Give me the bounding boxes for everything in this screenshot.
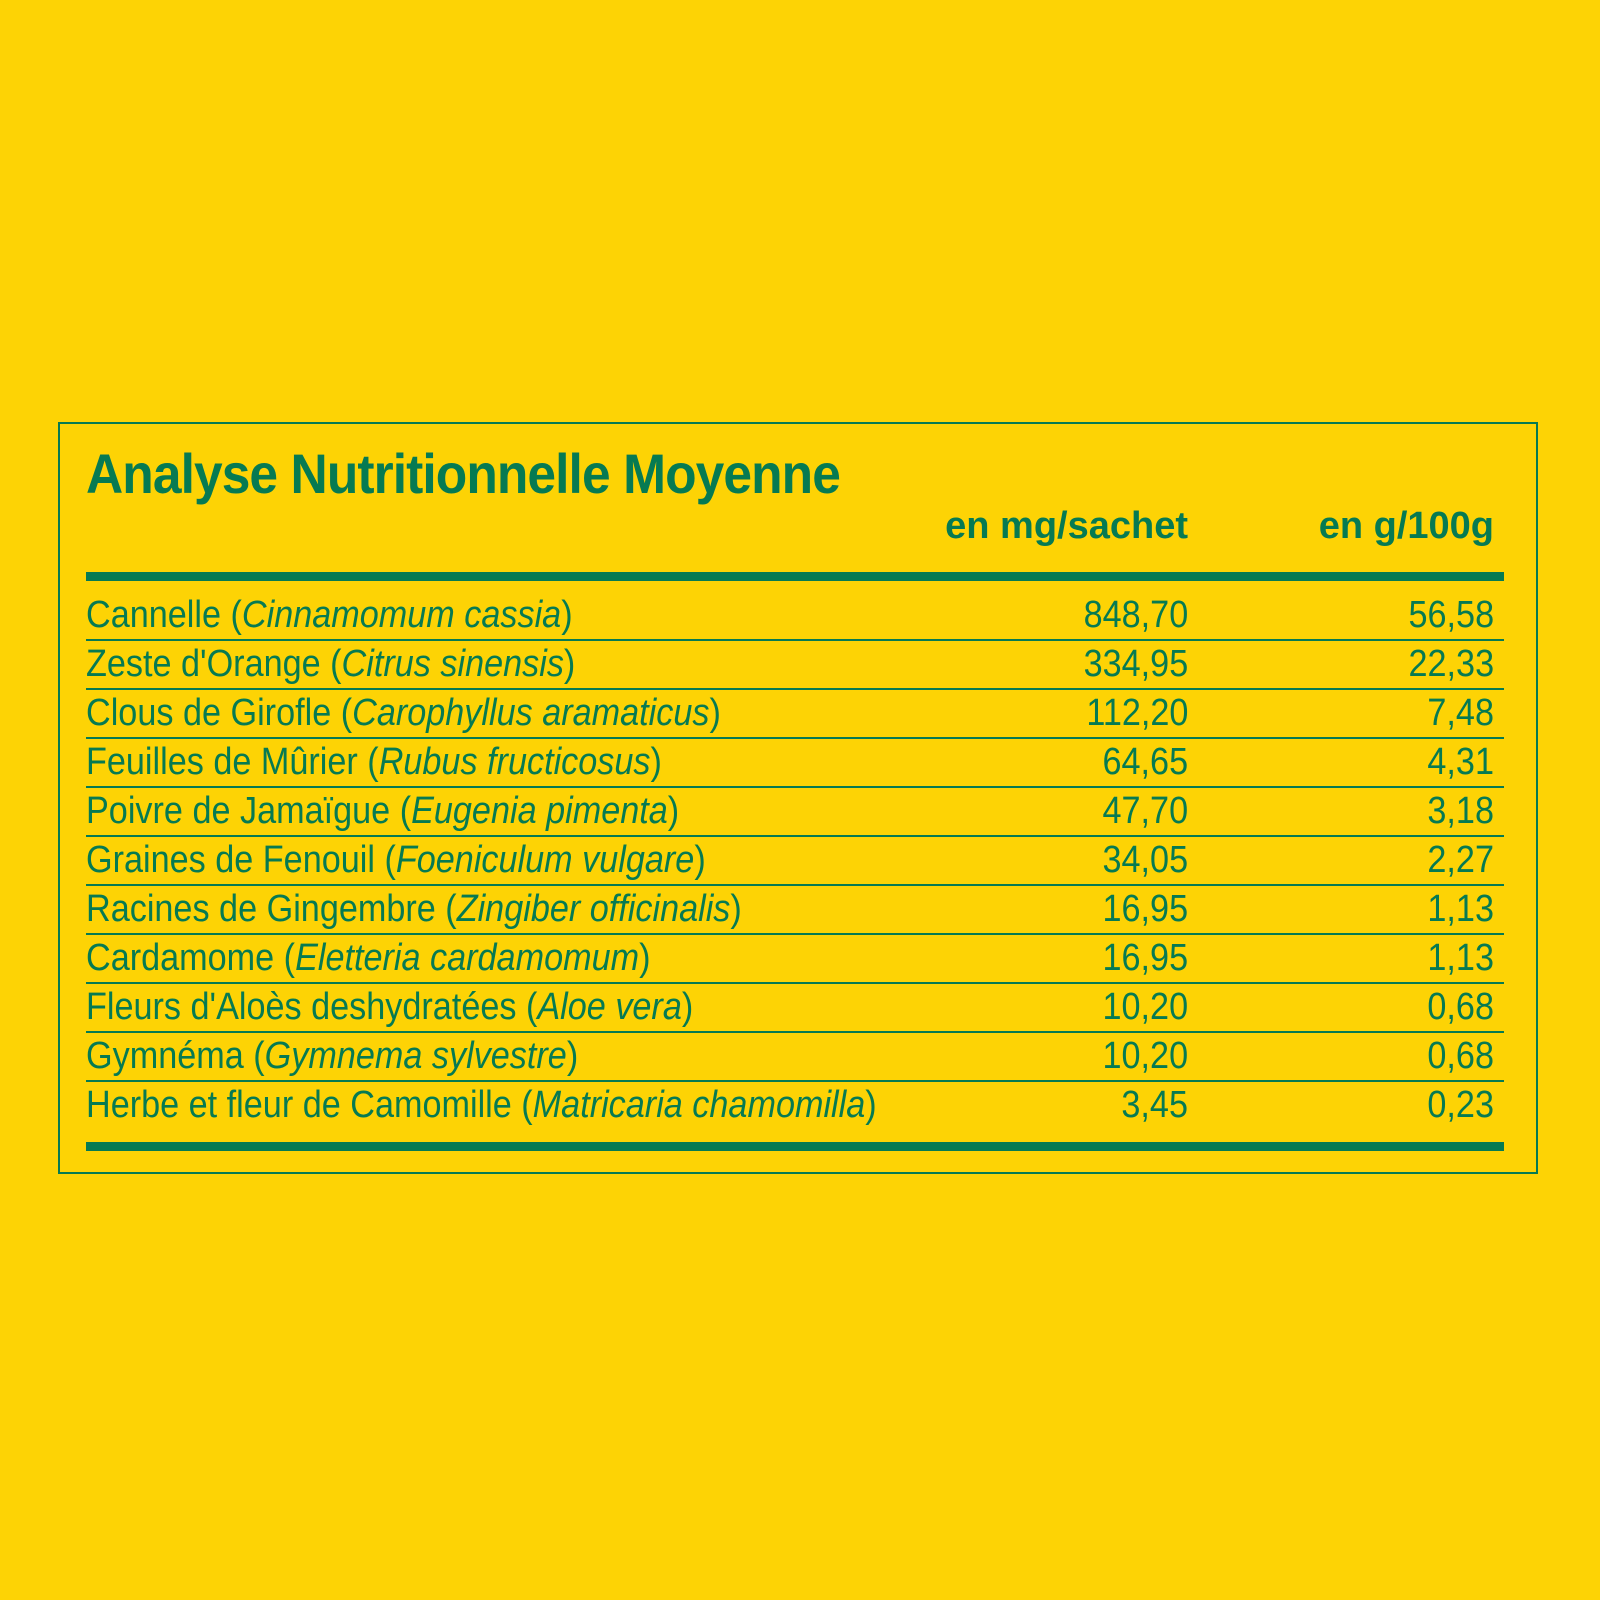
table-row [86, 935, 1504, 984]
table-row [86, 739, 1504, 788]
ingredient-name: Clous de Girofle (Carophyllus aramaticus) [86, 692, 721, 734]
latin-name: Matricaria chamomilla [532, 1084, 866, 1126]
ingredient-name: Cannelle (Cinnamomum cassia) [86, 594, 573, 636]
g-per-100g-value: 3,18 [1427, 790, 1494, 832]
column-header-g-per-100g: en g/100g [1318, 505, 1494, 547]
g-per-100g-value: 0,68 [1427, 986, 1494, 1028]
g-per-100g-value: 22,33 [1408, 643, 1494, 685]
mg-per-sachet-value: 848,70 [1083, 594, 1188, 636]
mg-per-sachet-value: 64,65 [1102, 741, 1188, 783]
latin-name: Cinnamomum cassia [241, 594, 562, 636]
latin-name: Rubus fructicosus [378, 741, 651, 783]
ingredient-name: Herbe et fleur de Camomille (Matricaria chamomilla) [86, 1084, 877, 1126]
table-row [86, 690, 1504, 739]
g-per-100g-value: 2,27 [1427, 839, 1494, 881]
latin-name: Zingiber officinalis [456, 888, 731, 930]
latin-name: Eletteria cardamomum [295, 937, 640, 979]
ingredient-name: Cardamome (Eletteria cardamomum) [86, 937, 651, 979]
latin-name: Citrus sinensis [341, 643, 564, 685]
mg-per-sachet-value: 16,95 [1102, 937, 1188, 979]
mg-per-sachet-value: 112,20 [1085, 692, 1188, 734]
latin-name: Gymnema sylvestre [264, 1035, 567, 1077]
mg-per-sachet-value: 10,20 [1102, 986, 1188, 1028]
header-divider [86, 572, 1504, 581]
mg-per-sachet-value: 47,70 [1102, 790, 1188, 832]
table-row [86, 788, 1504, 837]
column-header-mg-per-sachet: en mg/sachet [945, 505, 1188, 547]
ingredient-name: Fleurs d'Aloès deshydratées (Aloe vera) [86, 986, 694, 1028]
latin-name: Foeniculum vulgare [395, 839, 695, 881]
latin-name: Carophyllus aramaticus [352, 692, 710, 734]
ingredient-rows [86, 592, 1504, 1131]
g-per-100g-value: 1,13 [1427, 937, 1494, 979]
g-per-100g-value: 7,48 [1427, 692, 1494, 734]
table-row [86, 886, 1504, 935]
table-row [86, 641, 1504, 690]
mg-per-sachet-value: 334,95 [1083, 643, 1188, 685]
ingredient-name: Gymnéma (Gymnema sylvestre) [86, 1035, 579, 1077]
footer-divider [86, 1142, 1504, 1151]
ingredient-name: Zeste d'Orange (Citrus sinensis) [86, 643, 576, 685]
g-per-100g-value: 1,13 [1427, 888, 1494, 930]
table-row [86, 984, 1504, 1033]
g-per-100g-value: 0,23 [1427, 1084, 1494, 1126]
table-row [86, 1033, 1504, 1082]
mg-per-sachet-value: 3,45 [1121, 1084, 1188, 1126]
table-title: Analyse Nutritionnelle Moyenne [86, 442, 840, 505]
mg-per-sachet-value: 16,95 [1102, 888, 1188, 930]
ingredient-name: Racines de Gingembre (Zingiber officinalis) [86, 888, 742, 930]
latin-name: Eugenia pimenta [411, 790, 668, 832]
table-row [86, 1082, 1504, 1131]
ingredient-name: Graines de Fenouil (Foeniculum vulgare) [86, 839, 706, 881]
ingredient-name: Poivre de Jamaïgue (Eugenia pimenta) [86, 790, 680, 832]
g-per-100g-value: 4,31 [1427, 741, 1494, 783]
mg-per-sachet-value: 10,20 [1102, 1035, 1188, 1077]
g-per-100g-value: 0,68 [1427, 1035, 1494, 1077]
table-row [86, 592, 1504, 641]
table-row [86, 837, 1504, 886]
nutrition-table-panel [58, 422, 1538, 1174]
mg-per-sachet-value: 34,05 [1102, 839, 1188, 881]
g-per-100g-value: 56,58 [1408, 594, 1494, 636]
latin-name: Aloe vera [537, 986, 682, 1028]
ingredient-name: Feuilles de Mûrier (Rubus fructicosus) [86, 741, 662, 783]
